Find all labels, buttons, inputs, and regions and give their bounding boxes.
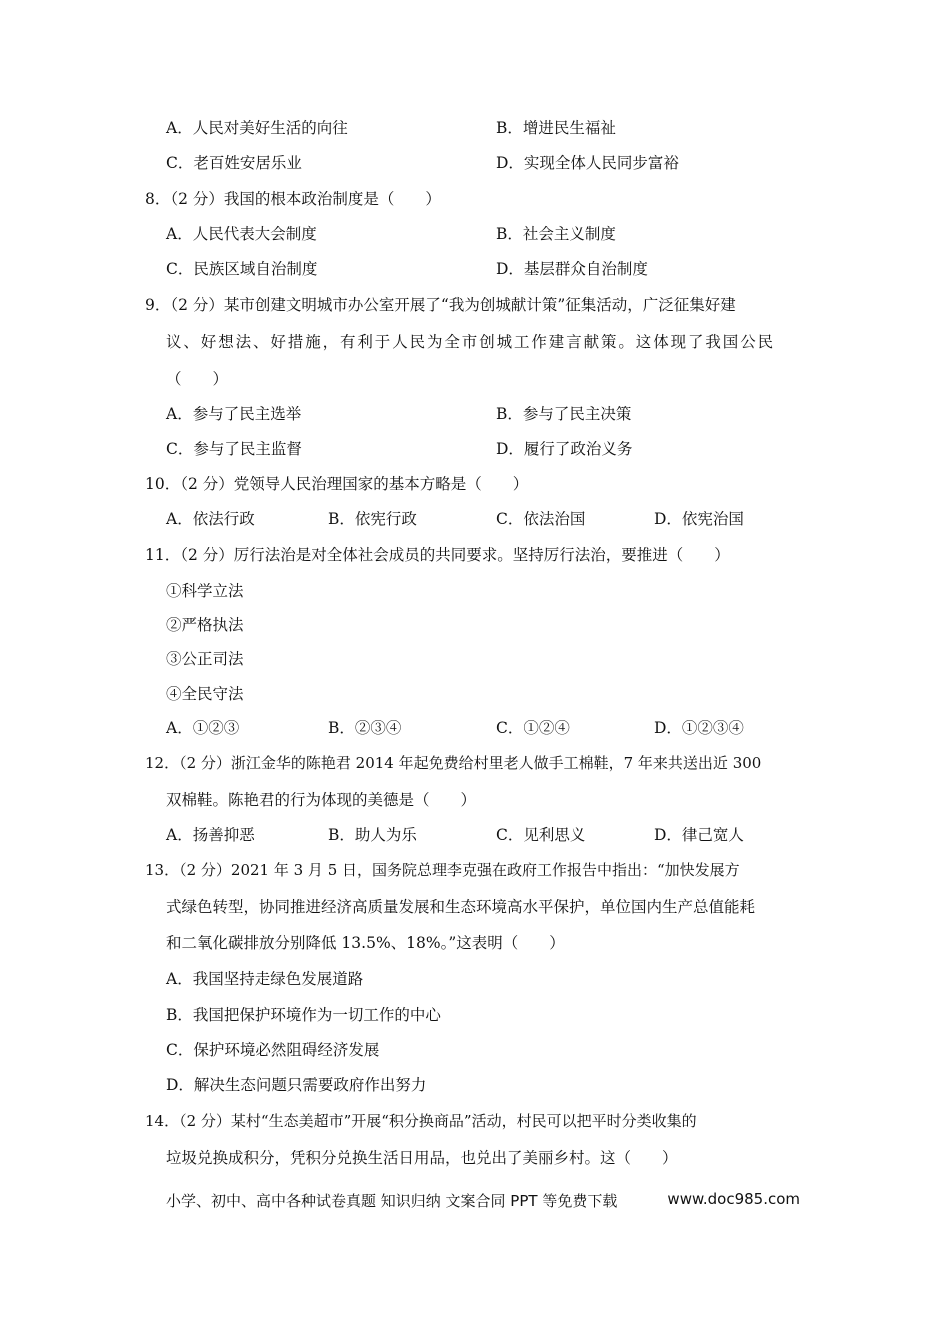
q12-option-c: C．见利思义 — [496, 826, 586, 844]
q8-option-b: B．社会主义制度 — [496, 225, 616, 243]
q9-stem-line2: 议、好想法、好措施，有利于人民为全市创城工作建言献策。这体现了我国公民 — [166, 333, 776, 351]
q14-stem-line1: 14．（2 分）某村“生态美超市”开展“积分换商品”活动，村民可以把平时分类收集的 — [145, 1112, 697, 1130]
q12-option-d: D．律己宽人 — [654, 826, 744, 844]
q13-option-d: D．解决生态问题只需要政府作出努力 — [166, 1076, 427, 1094]
q7-option-c: C．老百姓安居乐业 — [166, 154, 302, 172]
q11-item-2: ②严格执法 — [166, 616, 244, 634]
q7-option-a: A．人民对美好生活的向往 — [166, 119, 348, 137]
q8-stem: 8．（2 分）我国的根本政治制度是（ ） — [145, 190, 441, 208]
footer-site-link[interactable]: www.doc985.com — [667, 1190, 800, 1208]
q9-stem-line3: （ ） — [166, 370, 229, 388]
q12-option-b: B．助人为乐 — [328, 826, 417, 844]
q14-stem-line2: 垃圾兑换成积分，凭积分兑换生活日用品，也兑出了美丽乡村。这（ ） — [166, 1149, 678, 1167]
q7-option-b: B．增进民生福祉 — [496, 119, 616, 137]
q11-option-b: B．②③④ — [328, 719, 402, 737]
q8-option-d: D．基层群众自治制度 — [496, 260, 648, 278]
q13-stem-line3: 和二氧化碳排放分别降低 13.5%、18%。”这表明（ ） — [166, 934, 565, 952]
q11-option-d: D．①②③④ — [654, 719, 744, 737]
q11-option-a: A．①②③ — [166, 719, 240, 737]
q13-stem-line1: 13．（2 分）2021 年 3 月 5 日，国务院总理李克强在政府工作报告中指出：“加快发展方 — [145, 861, 740, 879]
q13-option-a: A．我国坚持走绿色发展道路 — [166, 970, 364, 988]
q9-option-c: C．参与了民主监督 — [166, 440, 302, 458]
q11-item-3: ③公正司法 — [166, 650, 244, 668]
page-footer — [166, 1190, 800, 1211]
q13-stem-line2: 式绿色转型，协同推进经济高质量发展和生态环境高水平保护，单位国内生产总值能耗 — [166, 898, 756, 916]
q9-stem-line1: 9．（2 分）某市创建文明城市办公室开展了“我为创城献计策”征集活动，广泛征集好建 — [145, 296, 736, 314]
q10-option-a: A．依法行政 — [166, 510, 255, 528]
q11-item-4: ④全民守法 — [166, 685, 244, 703]
footer-text: 小学、初中、高中各种试卷真题 知识归纳 文案合同 PPT 等免费下载 — [166, 1192, 618, 1210]
q13-option-c: C．保护环境必然阻碍经济发展 — [166, 1041, 380, 1059]
q9-option-b: B．参与了民主决策 — [496, 405, 632, 423]
q10-option-b: B．依宪行政 — [328, 510, 417, 528]
q11-stem: 11．（2 分）厉行法治是对全体社会成员的共同要求。坚持厉行法治，要推进（ ） — [145, 546, 730, 564]
q12-option-a: A．扬善抑恶 — [166, 826, 255, 844]
q12-stem-line2: 双棉鞋。陈艳君的行为体现的美德是（ ） — [166, 791, 477, 809]
q12-stem-line1: 12．（2 分）浙江金华的陈艳君 2014 年起免费给村里老人做手工棉鞋，7 年来共送出近 300 — [145, 754, 762, 772]
q9-option-a: A．参与了民主选举 — [166, 405, 302, 423]
q10-stem: 10．（2 分）党领导人民治理国家的基本方略是（ ） — [145, 475, 529, 493]
q13-option-b: B．我国把保护环境作为一切工作的中心 — [166, 1006, 441, 1024]
q8-option-a: A．人民代表大会制度 — [166, 225, 317, 243]
q11-item-1: ①科学立法 — [166, 582, 244, 600]
q9-option-d: D．履行了政治义务 — [496, 440, 633, 458]
q10-option-d: D．依宪治国 — [654, 510, 744, 528]
q8-option-c: C．民族区域自治制度 — [166, 260, 318, 278]
q11-option-c: C．①②④ — [496, 719, 570, 737]
q10-option-c: C．依法治国 — [496, 510, 586, 528]
q7-option-d: D．实现全体人民同步富裕 — [496, 154, 679, 172]
